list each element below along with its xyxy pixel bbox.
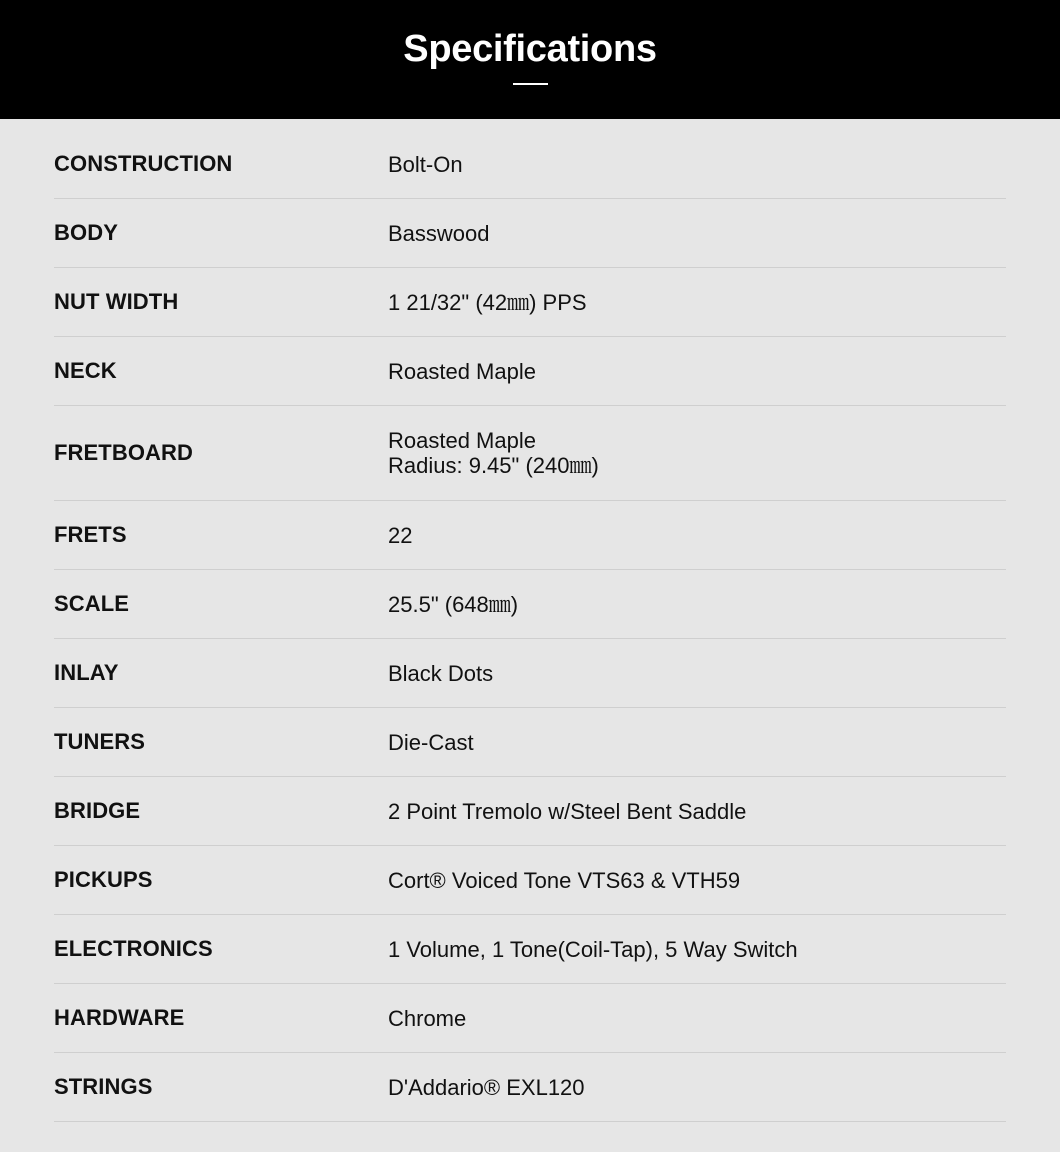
spec-row-fretboard	[54, 406, 1006, 501]
spec-row-scale	[54, 570, 1006, 639]
spec-value	[388, 730, 474, 755]
spec-row-electronics	[54, 915, 1006, 984]
spec-value	[388, 523, 412, 548]
spec-value	[388, 937, 798, 962]
spec-value-line: Cort® Voiced Tone VTS63 & VTH59	[388, 867, 741, 893]
specifications-table	[54, 130, 1006, 1122]
spec-value	[388, 221, 490, 246]
spec-label: BODY	[54, 220, 118, 245]
specifications-header	[0, 0, 1060, 119]
spec-value-line: 2 Point Tremolo w/Steel Bent Saddle	[388, 798, 747, 824]
spec-value-line: 1 21/32" (42㎜) PPS	[388, 289, 587, 315]
spec-value-line: Roasted Maple	[388, 428, 536, 453]
spec-value	[388, 1006, 466, 1031]
spec-label: NECK	[54, 358, 117, 383]
spec-label: TUNERS	[54, 729, 146, 754]
spec-value-line: 1 Volume, 1 Tone(Coil-Tap), 5 Way Switch	[388, 936, 798, 962]
spec-value-line: 25.5" (648㎜)	[388, 591, 519, 617]
spec-value-line: Roasted Maple	[388, 358, 536, 384]
spec-value	[388, 592, 518, 617]
spec-value	[388, 428, 599, 478]
spec-label: ELECTRONICS	[54, 936, 213, 961]
spec-row-tuners	[54, 708, 1006, 777]
spec-label: FRETBOARD	[54, 440, 194, 465]
spec-value	[388, 799, 746, 824]
spec-label: FRETS	[54, 522, 127, 547]
spec-row-nut-width	[54, 268, 1006, 337]
spec-label: HARDWARE	[54, 1005, 185, 1030]
spec-label: CONSTRUCTION	[54, 151, 233, 176]
spec-row-strings	[54, 1053, 1006, 1122]
spec-value-line: Bolt-On	[388, 151, 463, 177]
page-title: Specifications	[403, 28, 657, 70]
spec-value-line: Chrome	[388, 1005, 467, 1031]
spec-value	[388, 152, 463, 177]
spec-label: PICKUPS	[54, 867, 153, 892]
spec-row-construction	[54, 130, 1006, 199]
spec-value	[388, 1075, 585, 1100]
spec-label: STRINGS	[54, 1074, 153, 1099]
spec-label: INLAY	[54, 660, 119, 685]
title-underline	[513, 83, 548, 85]
spec-label: NUT WIDTH	[54, 289, 179, 314]
spec-value	[388, 290, 587, 315]
spec-value-line: Black Dots	[388, 660, 494, 686]
spec-value-line: D'Addario® EXL120	[388, 1074, 585, 1100]
spec-label: BRIDGE	[54, 798, 141, 823]
spec-value-line: Basswood	[388, 220, 490, 246]
spec-value	[388, 661, 493, 686]
spec-row-inlay	[54, 639, 1006, 708]
spec-value-line: Die-Cast	[388, 729, 474, 755]
spec-label: SCALE	[54, 591, 130, 616]
spec-value-line: 22	[388, 522, 413, 548]
spec-value-line: Radius: 9.45" (240㎜)	[388, 453, 599, 478]
spec-row-body	[54, 199, 1006, 268]
spec-row-neck	[54, 337, 1006, 406]
spec-value	[388, 359, 536, 384]
spec-row-bridge	[54, 777, 1006, 846]
spec-row-frets	[54, 501, 1006, 570]
spec-row-hardware	[54, 984, 1006, 1053]
spec-value	[388, 868, 740, 893]
spec-row-pickups	[54, 846, 1006, 915]
